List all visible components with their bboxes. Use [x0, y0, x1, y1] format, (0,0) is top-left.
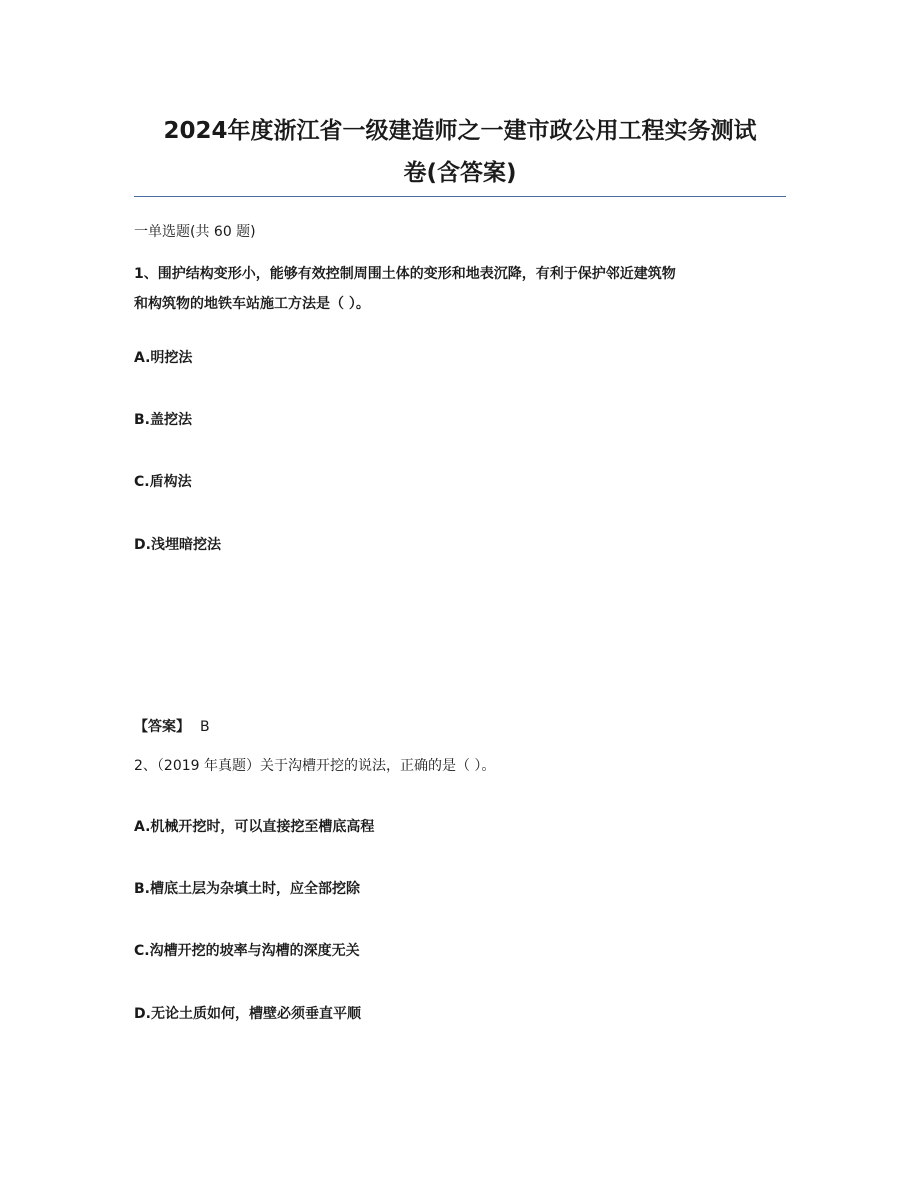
question-1-option-b: B.盖挖法 [134, 412, 192, 428]
question-2-option-a: A.机械开挖时，可以直接挖至槽底高程 [134, 819, 375, 835]
question-2-stem: 2、（2019 年真题）关于沟槽开挖的说法，正确的是（ ）。 [134, 758, 496, 774]
answer-value: B [200, 719, 210, 735]
question-1-stem-line-2: 和构筑物的地铁车站施工方法是（ ）。 [134, 296, 370, 312]
section-heading: 一单选题(共 60 题) [134, 224, 256, 240]
question-1-answer [134, 716, 210, 738]
question-1-option-d: D.浅埋暗挖法 [134, 537, 221, 553]
question-1-option-c: C.盾构法 [134, 474, 192, 490]
title-divider [134, 196, 786, 197]
document-title-line-2: 卷(含答案) [403, 160, 517, 186]
answer-label: 【答案】 [134, 719, 190, 735]
question-1-stem-line-1: 1、围护结构变形小，能够有效控制周围土体的变形和地表沉降，有利于保护邻近建筑物 [134, 266, 676, 282]
question-1-option-a: A.明挖法 [134, 350, 193, 366]
question-2-option-d: D.无论土质如何，槽壁必须垂直平顺 [134, 1006, 361, 1022]
question-2-option-c: C.沟槽开挖的坡率与沟槽的深度无关 [134, 943, 360, 959]
document-title-line-1: 2024年度浙江省一级建造师之一建市政公用工程实务测试 [163, 118, 757, 144]
question-2-option-b: B.槽底土层为杂填土时，应全部挖除 [134, 881, 360, 897]
